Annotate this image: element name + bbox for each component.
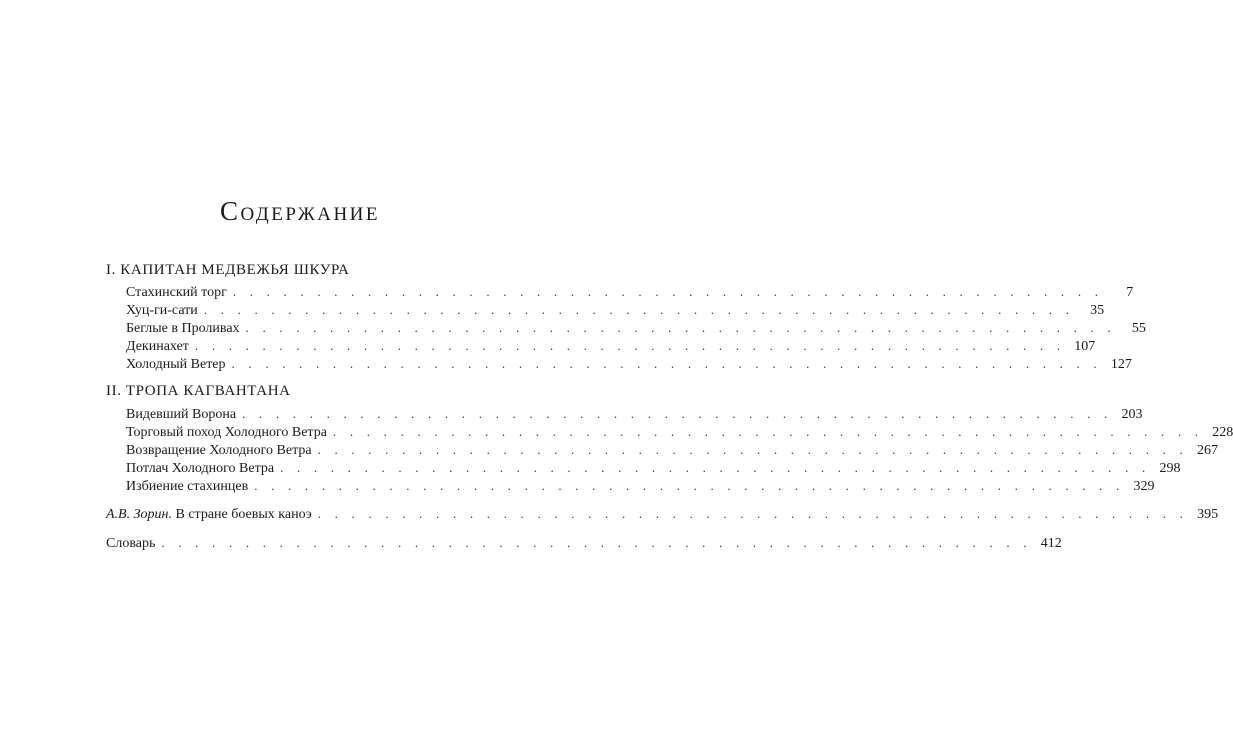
entry-title: Возвращение Холодного Ветра bbox=[126, 443, 312, 458]
entry-page-number: 298 bbox=[1159, 461, 1181, 476]
entry-page-number: 412 bbox=[1040, 536, 1062, 551]
entry-title: Стахинский торг bbox=[126, 285, 227, 300]
dot-leader: . . . . . . . . . . . . . . . . . . . . . . . . . . . . . . . . . . . . . . . . . . . . . . . . . . . . bbox=[317, 442, 1188, 457]
entry-page-number: 7 bbox=[1126, 285, 1134, 300]
entry-title: Видевший Ворона bbox=[126, 407, 237, 422]
entry-page-number: 127 bbox=[1110, 357, 1132, 372]
dot-leader: . . . . . . . . . . . . . . . . . . . . . . . . . . . . . . . . . . . . . . . . . . . . . . . . . . . . bbox=[203, 302, 1075, 317]
toc-entry[interactable] bbox=[126, 319, 1146, 337]
dot-leader: . . . . . . . . . . . . . . . . . . . . . . . . . . . . . . . . . . . . . . . . . . . . . . . . . . . . bbox=[245, 320, 1116, 335]
dot-leader: . . . . . . . . . . . . . . . . . . . . . . . . . . . . . . . . . . . . . . . . . . . . . . . . . . . . bbox=[194, 338, 1066, 353]
entry-title: Беглые в Проливах bbox=[126, 321, 240, 336]
dot-leader: . . . . . . . . . . . . . . . . . . . . . . . . . . . . . . . . . . . . . . . . . . . . . . . . . . . . bbox=[161, 535, 1032, 550]
entry-title: Словарь bbox=[106, 536, 156, 551]
dot-leader: . . . . . . . . . . . . . . . . . . . . . . . . . . . . . . . . . . . . . . . . . . . . . . . . . . . . bbox=[254, 478, 1125, 493]
toc-entry[interactable] bbox=[126, 337, 1096, 355]
dot-leader: . . . . . . . . . . . . . . . . . . . . . . . . . . . . . . . . . . . . . . . . . . . . . . . . . . . . bbox=[232, 284, 1104, 299]
entry-title: Торговый поход Холодного Ветра bbox=[126, 425, 327, 440]
dot-leader: . . . . . . . . . . . . . . . . . . . . . . . . . . . . . . . . . . . . . . . . . . . . . . . . . . . . bbox=[242, 406, 1113, 421]
toc-entry-afterword[interactable] bbox=[106, 505, 1219, 523]
entry-title: Хуц-ги-сати bbox=[126, 303, 198, 318]
page-title: Содержание bbox=[219, 196, 381, 226]
dot-leader: . . . . . . . . . . . . . . . . . . . . . . . . . . . . . . . . . . . . . . . . . . . . . . . . . . . . bbox=[231, 356, 1102, 371]
entry-page-number: 267 bbox=[1196, 443, 1218, 458]
toc-entry[interactable] bbox=[126, 283, 1134, 301]
entry-page-number: 395 bbox=[1197, 507, 1219, 522]
entry-title: Избиение стахинцев bbox=[126, 479, 249, 494]
entry-title: Декинахет bbox=[126, 339, 189, 354]
dot-leader: . . . . . . . . . . . . . . . . . . . . . . . . . . . . . . . . . . . . . . . . . . . . . . . . . . . . bbox=[280, 460, 1151, 475]
entry-page-number: 228 bbox=[1212, 425, 1233, 440]
entry-page-number: 55 bbox=[1131, 321, 1146, 336]
toc-entry[interactable] bbox=[126, 301, 1105, 319]
entry-title: Потлач Холодного Ветра bbox=[126, 461, 275, 476]
toc-entry[interactable] bbox=[126, 423, 1233, 441]
dot-leader: . . . . . . . . . . . . . . . . . . . . . . . . . . . . . . . . . . . . . . . . . . . . . . . . . . . . bbox=[317, 506, 1189, 521]
toc-entry[interactable] bbox=[126, 355, 1132, 373]
entry-title-text: В стране боевых каноэ bbox=[175, 507, 312, 522]
entry-page-number: 35 bbox=[1090, 303, 1105, 318]
toc-entry[interactable] bbox=[126, 459, 1181, 477]
entry-author: А.В. Зорин. bbox=[106, 507, 172, 522]
entry-title: Холодный Ветер bbox=[126, 357, 226, 372]
entry-page-number: 329 bbox=[1133, 479, 1155, 494]
dot-leader: . . . . . . . . . . . . . . . . . . . . . . . . . . . . . . . . . . . . . . . . . . . . . . . . . . . . bbox=[332, 424, 1204, 439]
toc-entry-glossary[interactable] bbox=[106, 534, 1062, 552]
entry-title bbox=[106, 506, 318, 524]
entry-page-number: 107 bbox=[1074, 339, 1096, 354]
toc-entry[interactable] bbox=[126, 405, 1143, 423]
toc-entry[interactable] bbox=[126, 441, 1218, 459]
part-heading: II. ТРОПА КАГВАНТАНА bbox=[106, 383, 291, 399]
toc-entry[interactable] bbox=[126, 477, 1155, 495]
part-heading: I. КАПИТАН МЕДВЕЖЬЯ ШКУРА bbox=[106, 262, 350, 278]
entry-page-number: 203 bbox=[1121, 407, 1143, 422]
